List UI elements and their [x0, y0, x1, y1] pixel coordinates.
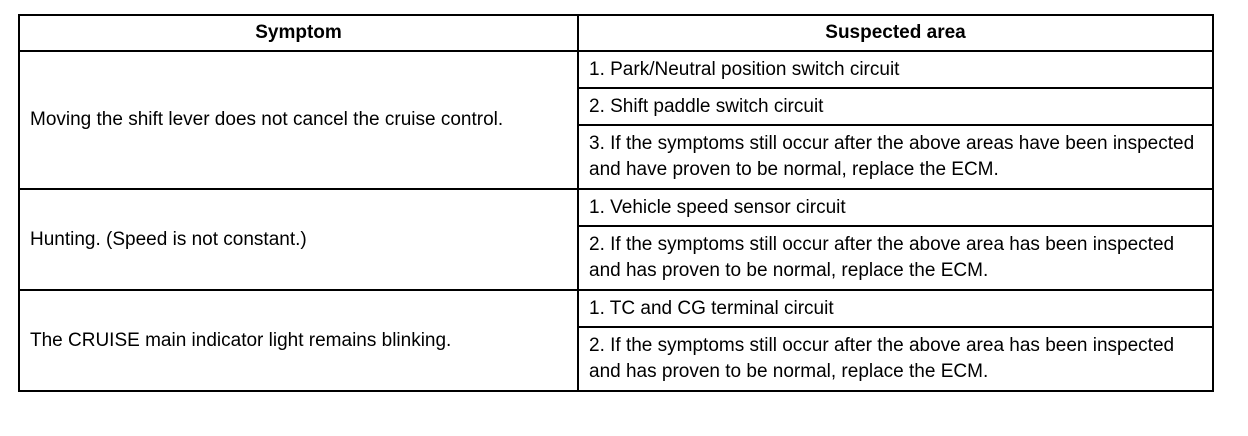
table-row — [19, 290, 1213, 327]
suspected-area-cell: 1. Vehicle speed sensor circuit — [578, 189, 1213, 226]
table-row — [19, 189, 1213, 226]
suspected-area-cell: 3. If the symptoms still occur after the above areas have been inspected and have proven to be normal, replace the ECM. — [578, 125, 1213, 189]
suspected-area-cell: 2. If the symptoms still occur after the above area has been inspected and has proven to be normal, replace the ECM. — [578, 226, 1213, 290]
suspected-area-cell: 1. TC and CG terminal circuit — [578, 290, 1213, 327]
symptom-table — [18, 14, 1214, 392]
suspected-area-cell: 1. Park/Neutral position switch circuit — [578, 51, 1213, 88]
table-row — [19, 51, 1213, 88]
table-header-row — [19, 15, 1213, 51]
header-symptom: Symptom — [19, 15, 578, 51]
suspected-area-cell: 2. Shift paddle switch circuit — [578, 88, 1213, 125]
header-suspected-area: Suspected area — [578, 15, 1213, 51]
suspected-area-cell: 2. If the symptoms still occur after the above area has been inspected and has proven to be normal, replace the ECM. — [578, 327, 1213, 391]
symptom-cell: Moving the shift lever does not cancel the cruise control. — [19, 51, 578, 189]
symptom-cell: The CRUISE main indicator light remains blinking. — [19, 290, 578, 391]
symptom-cell: Hunting. (Speed is not constant.) — [19, 189, 578, 290]
